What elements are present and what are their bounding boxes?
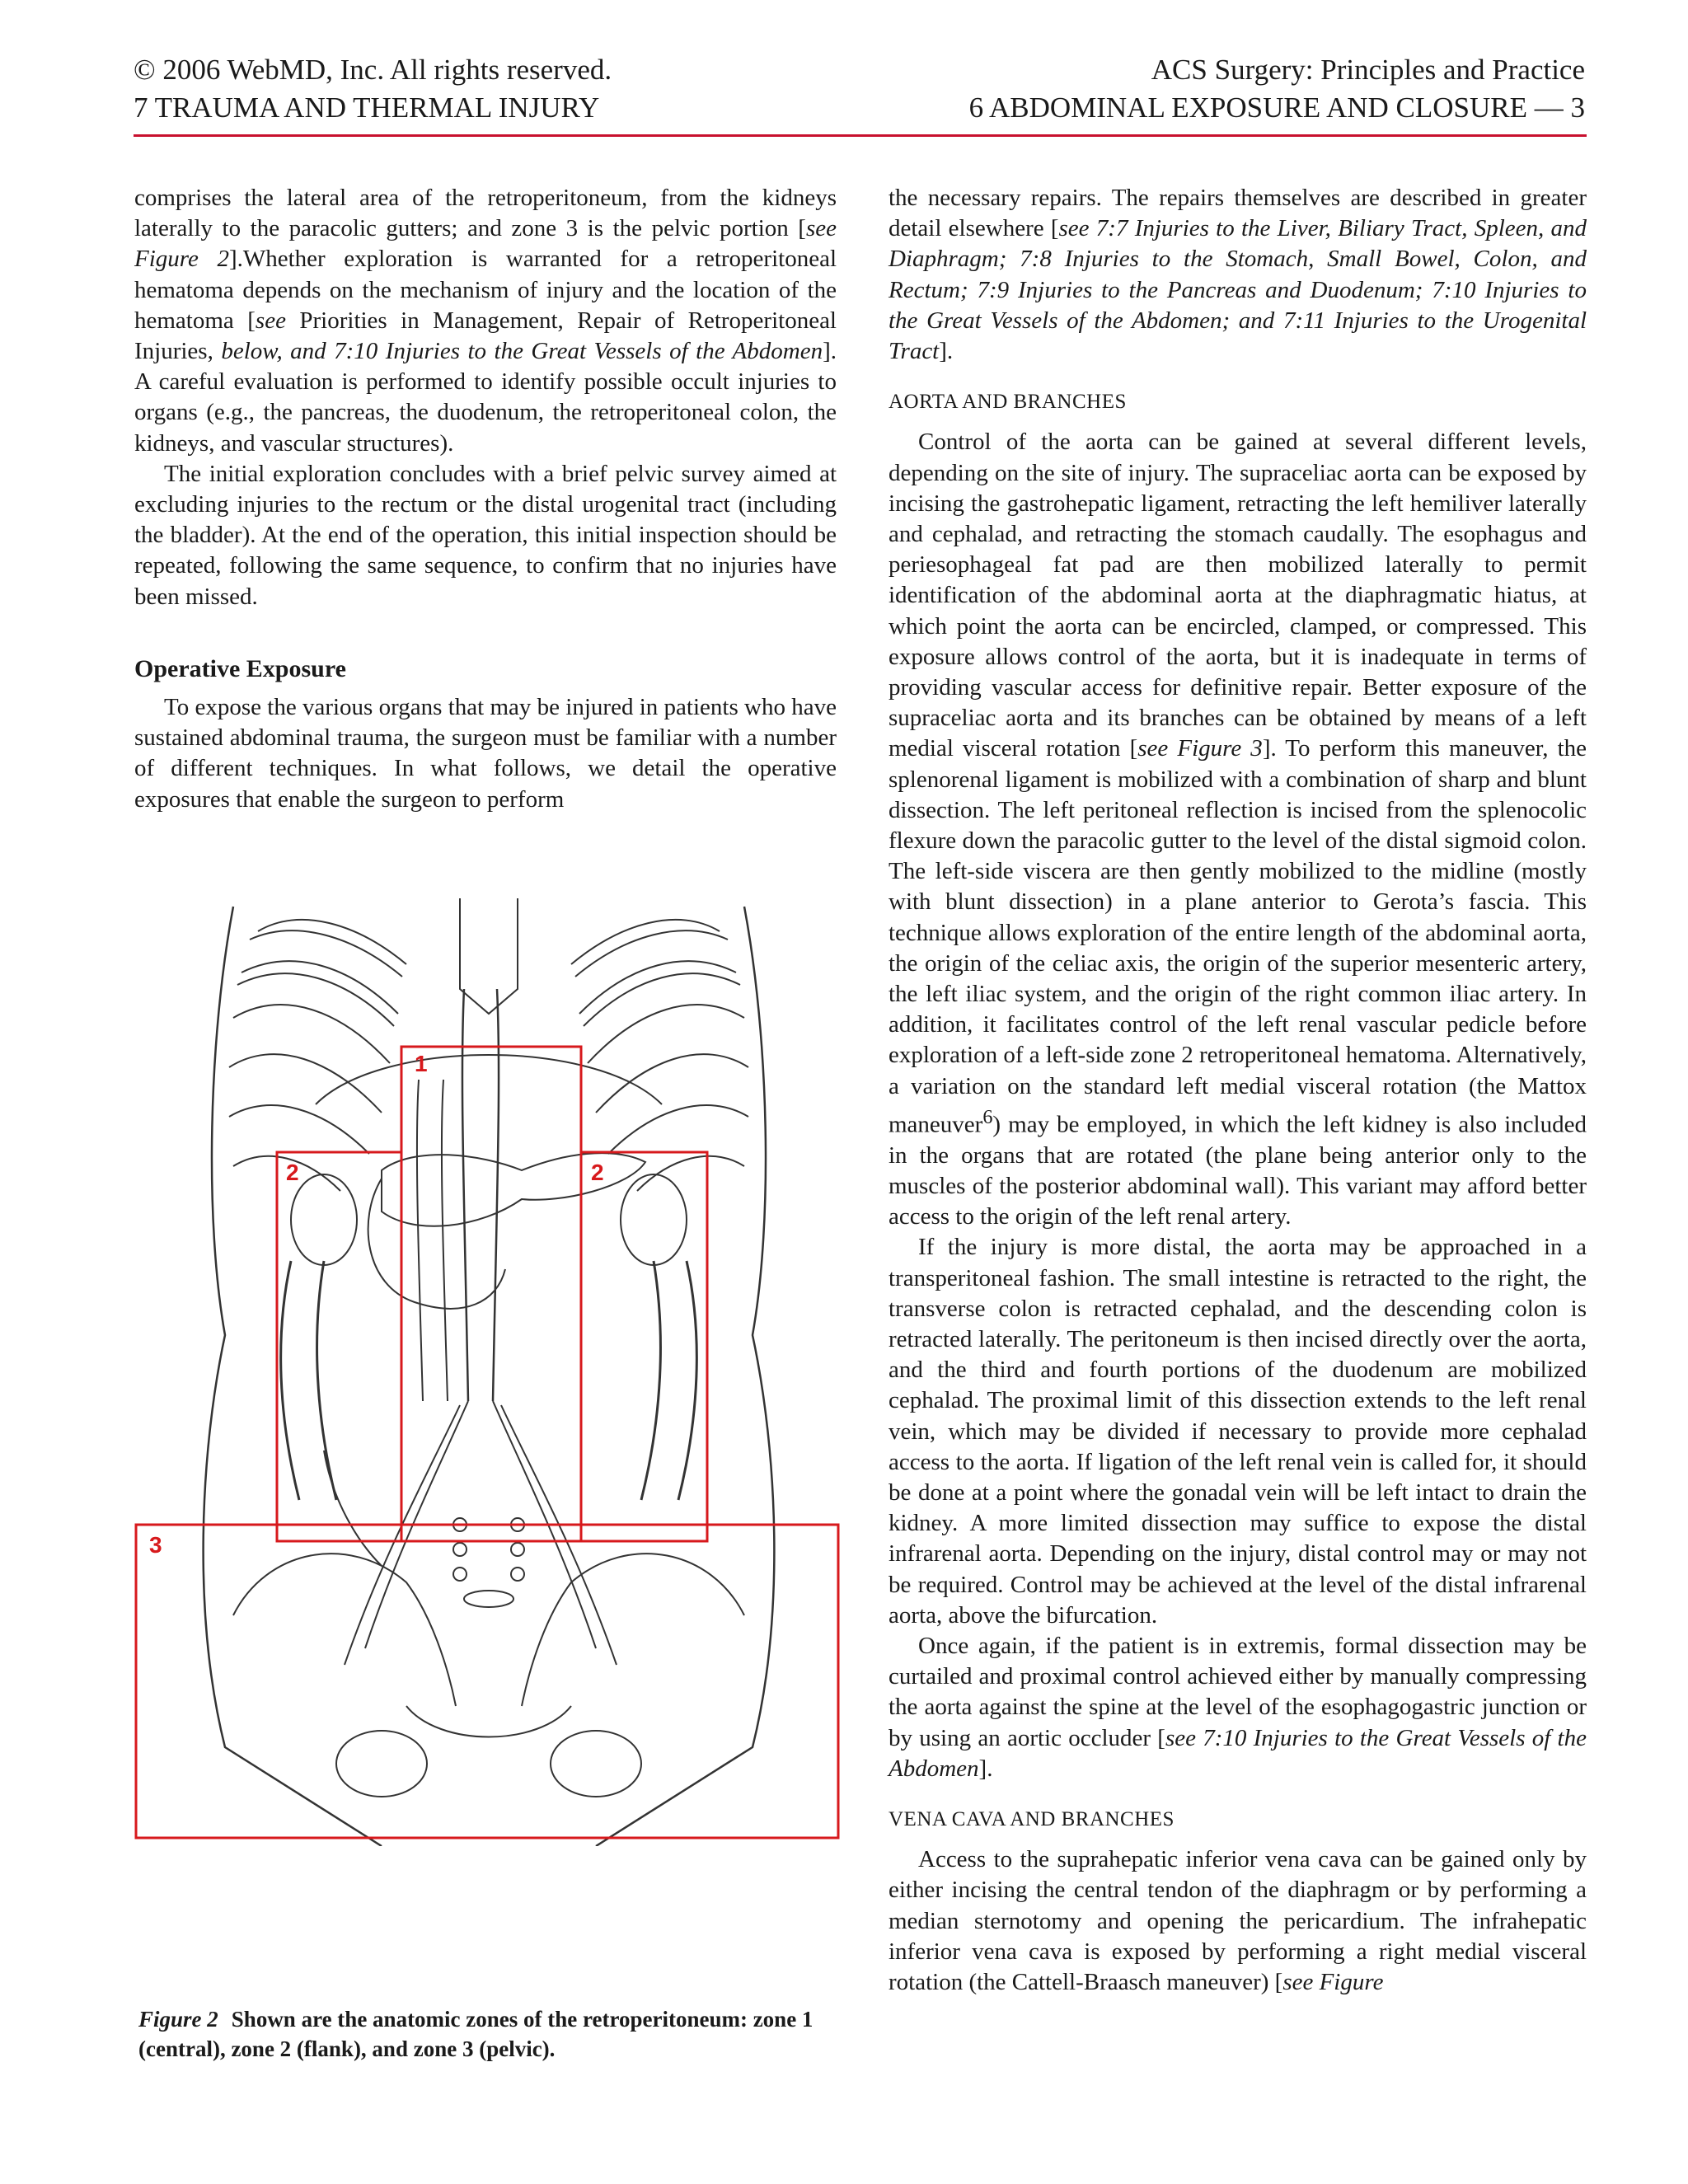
section-title-page: 6 ABDOMINAL EXPOSURE AND CLOSURE — 3 bbox=[968, 91, 1585, 124]
figure-caption bbox=[138, 2004, 837, 2064]
chapter-line: 7 TRAUMA AND THERMAL INJURY bbox=[134, 91, 600, 124]
caption-label: Figure 2 bbox=[138, 2007, 218, 2032]
paragraph: Control of the aorta can be gained at several different levels, depending on the site of injury. The supraceliac aorta can be exposed by incising the gastrohepatic ligament, retracting the left hemiliver laterally and cephalad, and retracting the stomach caudally. The esophagus and periesophageal fat pad are then mobilized laterally to permit identification of the abdominal aorta at the diaphragmatic hiatus, at which point the aorta can be encircled, clamped, or compressed. This exposure allows control of the aorta, but it is inadequate in terms of providing vascular access for definitive repair. Better exposure of the supraceliac aorta and its branches can be obtained by means of a left medial visceral rotation [see Figure 3]. To perform this maneuver, the splenorenal ligament is mobilized with a combination of sharp and blunt dissection. The left peritoneal reflection is incised from the splenocolic flexure down the paracolic gutter to the level of the distal sigmoid colon. The left-side viscera are then gently mobilized to the midline (mostly with blunt dissection) in a plane anterior to Gerota’s fascia. This technique allows exploration of the entire length of the abdominal aorta, the origin of the celiac axis, the origin of the superior mesenteric artery, the left iliac system, and the origin of the right common iliac artery. In addition, it facilitates control of the left renal vascular pedicle before exploration of a left-side zone 2 retroperitoneal hematoma. Alternatively, a variation on the standard left medial visceral rotation (the Mattox maneuver$^6$) may be employed, in which the left kidney is also included in the organs that are rotated (the plane being anterior only to the muscles of the posterior abdominal wall). This variant may afford better access to the origin of the left renal artery. bbox=[889, 429, 1587, 1230]
zone-labels bbox=[149, 1051, 604, 1558]
subheading-vena-cava: VENA CAVA AND BRANCHES bbox=[889, 1808, 1175, 1831]
zone-2-left-label: 2 bbox=[286, 1160, 299, 1185]
cross-reference: see Figure 2 bbox=[134, 215, 837, 273]
paragraph: To expose the various organs that may be injured in patients who have sustained abdominal trauma, the surgeon must be familiar with a number of different techniques. In what follows, we detail the operative exposures that enable the surgeon to perform bbox=[134, 694, 837, 813]
left-column bbox=[134, 183, 837, 815]
right-column bbox=[889, 183, 1587, 1998]
cross-reference: below, and 7:10 Injuries to the Great Vessels of the Abdomen bbox=[221, 338, 823, 365]
cross-reference: see 7:10 Injuries to the Great Vessels of the Abdomen bbox=[889, 1724, 1587, 1782]
anatomy-illustration bbox=[204, 898, 775, 1846]
running-header-right bbox=[969, 51, 1585, 127]
paragraph: The initial exploration concludes with a brief pelvic survey aimed at excluding injuries to the rectum or the distal urogenital tract (including the bladder). At the end of the operation, this initial inspection should be repeated, following the same sequence, to confirm that no injuries have been missed. bbox=[134, 460, 837, 610]
retroperitoneum-zones-figure bbox=[134, 874, 843, 1846]
running-header-left bbox=[134, 51, 612, 127]
cross-reference: see bbox=[255, 307, 286, 334]
book-title: ACS Surgery: Principles and Practice bbox=[1151, 54, 1585, 86]
citation-superscript: 6 bbox=[982, 1105, 993, 1128]
header-rule bbox=[134, 134, 1587, 137]
zone-boxes bbox=[136, 1047, 838, 1838]
subheading-aorta: AORTA AND BRANCHES bbox=[889, 391, 1127, 414]
zone-3-box bbox=[136, 1525, 838, 1838]
zone-3-label: 3 bbox=[149, 1532, 162, 1558]
cross-reference: see 7:7 Injuries to the Liver, Biliary Tract, Spleen, and Diaphragm; 7:8 Injuries to the Stomach, Small Bowel, Colon, and Rectum; 7:9 Injuries to the Pancreas and Duodenum; 7:10 Injuries to the Great Vessels of the Abdomen; and 7:11 Injuries to the Urogenital Tract bbox=[889, 215, 1587, 365]
paragraph: Once again, if the patient is in extremis, formal dissection may be curtailed and proximal control achieved either by manually compressing the aorta against the spine at the level of the esophagogastric junction or by using an aortic occluder [see 7:10 Injuries to the Great Vessels of the Abdomen]. bbox=[889, 1633, 1587, 1782]
cross-reference: see Figure bbox=[1282, 1969, 1384, 1996]
cross-reference: see Figure 3 bbox=[1137, 735, 1263, 762]
paragraph: Access to the suprahepatic inferior vena cava can be gained only by either incising the central tendon of the diaphragm or by performing a median sternotomy and opening the pericardium. The infrahepatic inferior vena cava is exposed by performing a right medial visceral rotation (the Cattell-Braasch maneuver) [see Figure bbox=[889, 1846, 1587, 1996]
zone-2-right-label: 2 bbox=[591, 1160, 604, 1185]
paragraph: comprises the lateral area of the retroperitoneum, from the kidneys laterally to the paracolic gutters; and zone 3 is the pelvic portion [see Figure 2].Whether exploration is warranted for a retroperitoneal hematoma depends on the mechanism of injury and the location of the hematoma [see Priorities in Management, Repair of Retroperitoneal Injuries, below, and 7:10 Injuries to the Great Vessels of the Abdomen]. A careful evaluation is performed to identify possible occult injuries to organs (e.g., the pancreas, the duodenum, the retroperitoneal colon, the kidneys, and vascular structures). bbox=[134, 185, 837, 457]
caption-text: Shown are the anatomic zones of the retroperitoneum: zone 1 (central), zone 2 (flank), and zone 3 (pelvic). bbox=[138, 2007, 814, 2061]
paragraph: If the injury is more distal, the aorta may be approached in a transperitoneal fashion. The small intestine is retracted to the right, the transverse colon is retracted cephalad, and the descending colon is retracted laterally. The peritoneum is then incised directly over the aorta, and the third and fourth portions of the duodenum are mobilized cephalad. The proximal limit of this dissection extends to the left renal vein, which may be divided if necessary to provide more cephalad access to the aorta. If ligation of the left renal vein is called for, it should be done at a point where the gonadal vein will be left intact to drain the kidney. A more limited dissection may suffice to expose the distal infrarenal aorta. Depending on the injury, distal control may or may not be required. Control may be achieved at the level of the distal infrarenal aorta, above the bifurcation. bbox=[889, 1234, 1587, 1629]
paragraph: the necessary repairs. The repairs themselves are described in greater detail elsewhere [see 7:7 Injuries to the Liver, Biliary Tract, Spleen, and Diaphragm; 7:8 Injuries to the Stomach, Small Bowel, Colon, and Rectum; 7:9 Injuries to the Pancreas and Duodenum; 7:10 Injuries to the Great Vessels of the Abdomen; and 7:11 Injuries to the Urogenital Tract]. bbox=[889, 185, 1587, 365]
zone-1-label: 1 bbox=[415, 1051, 428, 1076]
section-heading: Operative Exposure bbox=[134, 654, 346, 682]
copyright-line: © 2006 WebMD, Inc. All rights reserved. bbox=[134, 54, 612, 86]
